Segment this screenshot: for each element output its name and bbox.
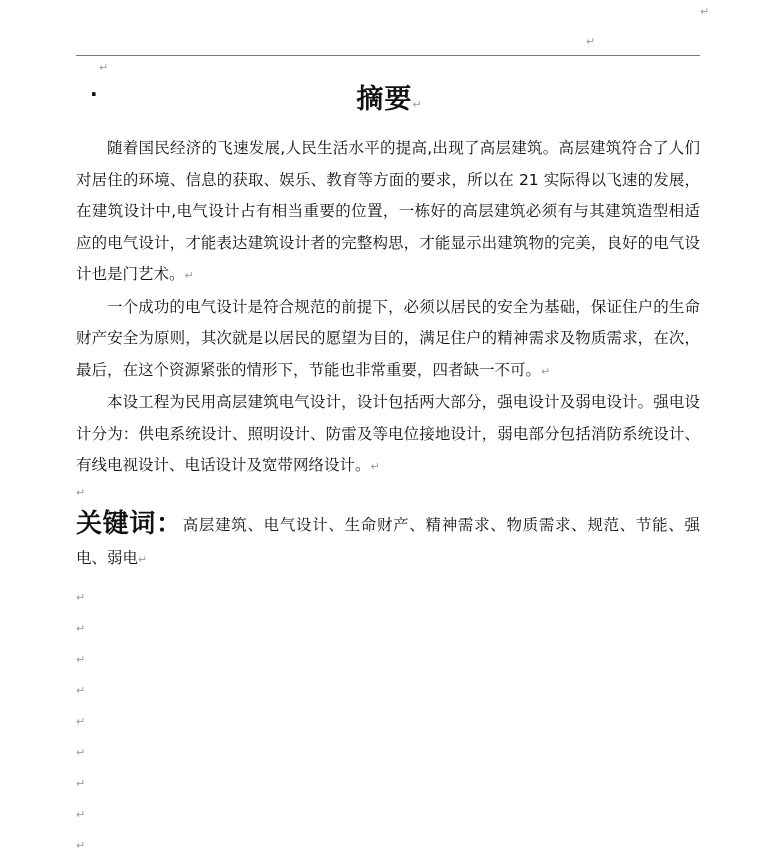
paragraph-mark: ↵ [138, 553, 148, 566]
paragraph-mark: ↵ [76, 746, 86, 759]
keywords-block [76, 508, 700, 576]
paragraph-mark: ↵ [76, 486, 86, 499]
paragraph-mark: ↵ [76, 684, 86, 697]
paragraph-mark: ↵ [76, 715, 86, 728]
paragraph-mark: ↵ [76, 591, 86, 604]
paragraph-mark: ↵ [586, 35, 596, 48]
paragraph-mark: ↵ [541, 364, 551, 378]
abstract-paragraph [76, 292, 700, 388]
paragraph-mark: ↵ [76, 808, 86, 821]
keywords-label: 关键词： [76, 509, 183, 539]
paragraph-mark: ↵ [412, 98, 423, 111]
paragraph-mark: ↵ [700, 5, 710, 18]
paragraph-mark: ↵ [76, 777, 86, 790]
paragraph-mark: ↵ [99, 61, 109, 74]
paragraph-mark: ↵ [370, 460, 380, 473]
abstract-body [76, 133, 700, 483]
page-title [0, 77, 779, 116]
paragraph-text: 随着国民经济的飞速发展,人民生活水平的提高,出现了高层建筑。高层建筑符合了人们对居住的环境、信息的获取、娱乐、教育等方面的要求，所以在 21 实际得以飞速的发展，在建筑设计中,电气设计占有相当重要的位置，一栋好的高层建筑必须有与其建筑造型相适应的电气设计，才能表达建筑设计者的完整构思，才能显示出建筑物的完美，良好的电气设计也是门艺术。 [76, 139, 700, 283]
abstract-paragraph [76, 133, 700, 292]
paragraph-text: 一个成功的电气设计是符合规范的前提下，必须以居民的安全为基础，保证住户的生命财产安全为原则，其次就是以居民的愿望为目的，满足住户的精神需求及物质需求，在次，最后，在这个资源紧张的情形下，节能也非常重要，四者缺一不可。 [76, 297, 700, 379]
keywords-text: 高层建筑、电气设计、生命财产、精神需求、物质需求、规范、节能、强电、弱电 [76, 516, 700, 567]
paragraph-mark: ↵ [184, 269, 194, 282]
paragraph-mark: ↵ [76, 653, 86, 666]
paragraph-mark: ↵ [76, 622, 86, 635]
list-bullet: · [90, 82, 98, 106]
paragraph-mark: ↵ [76, 839, 86, 852]
paragraph-text: 本设工程为民用高层建筑电气设计，设计包括两大部分，强电设计及弱电设计。强电设计分为：供电系统设计、照明设计、防雷及等电位接地设计，弱电部分包括消防系统设计、有线电视设计、电话设计及宽带网络设计。 [76, 393, 700, 474]
header-rule [76, 55, 700, 56]
title-text: 摘要 [356, 84, 413, 115]
abstract-paragraph [76, 387, 700, 483]
